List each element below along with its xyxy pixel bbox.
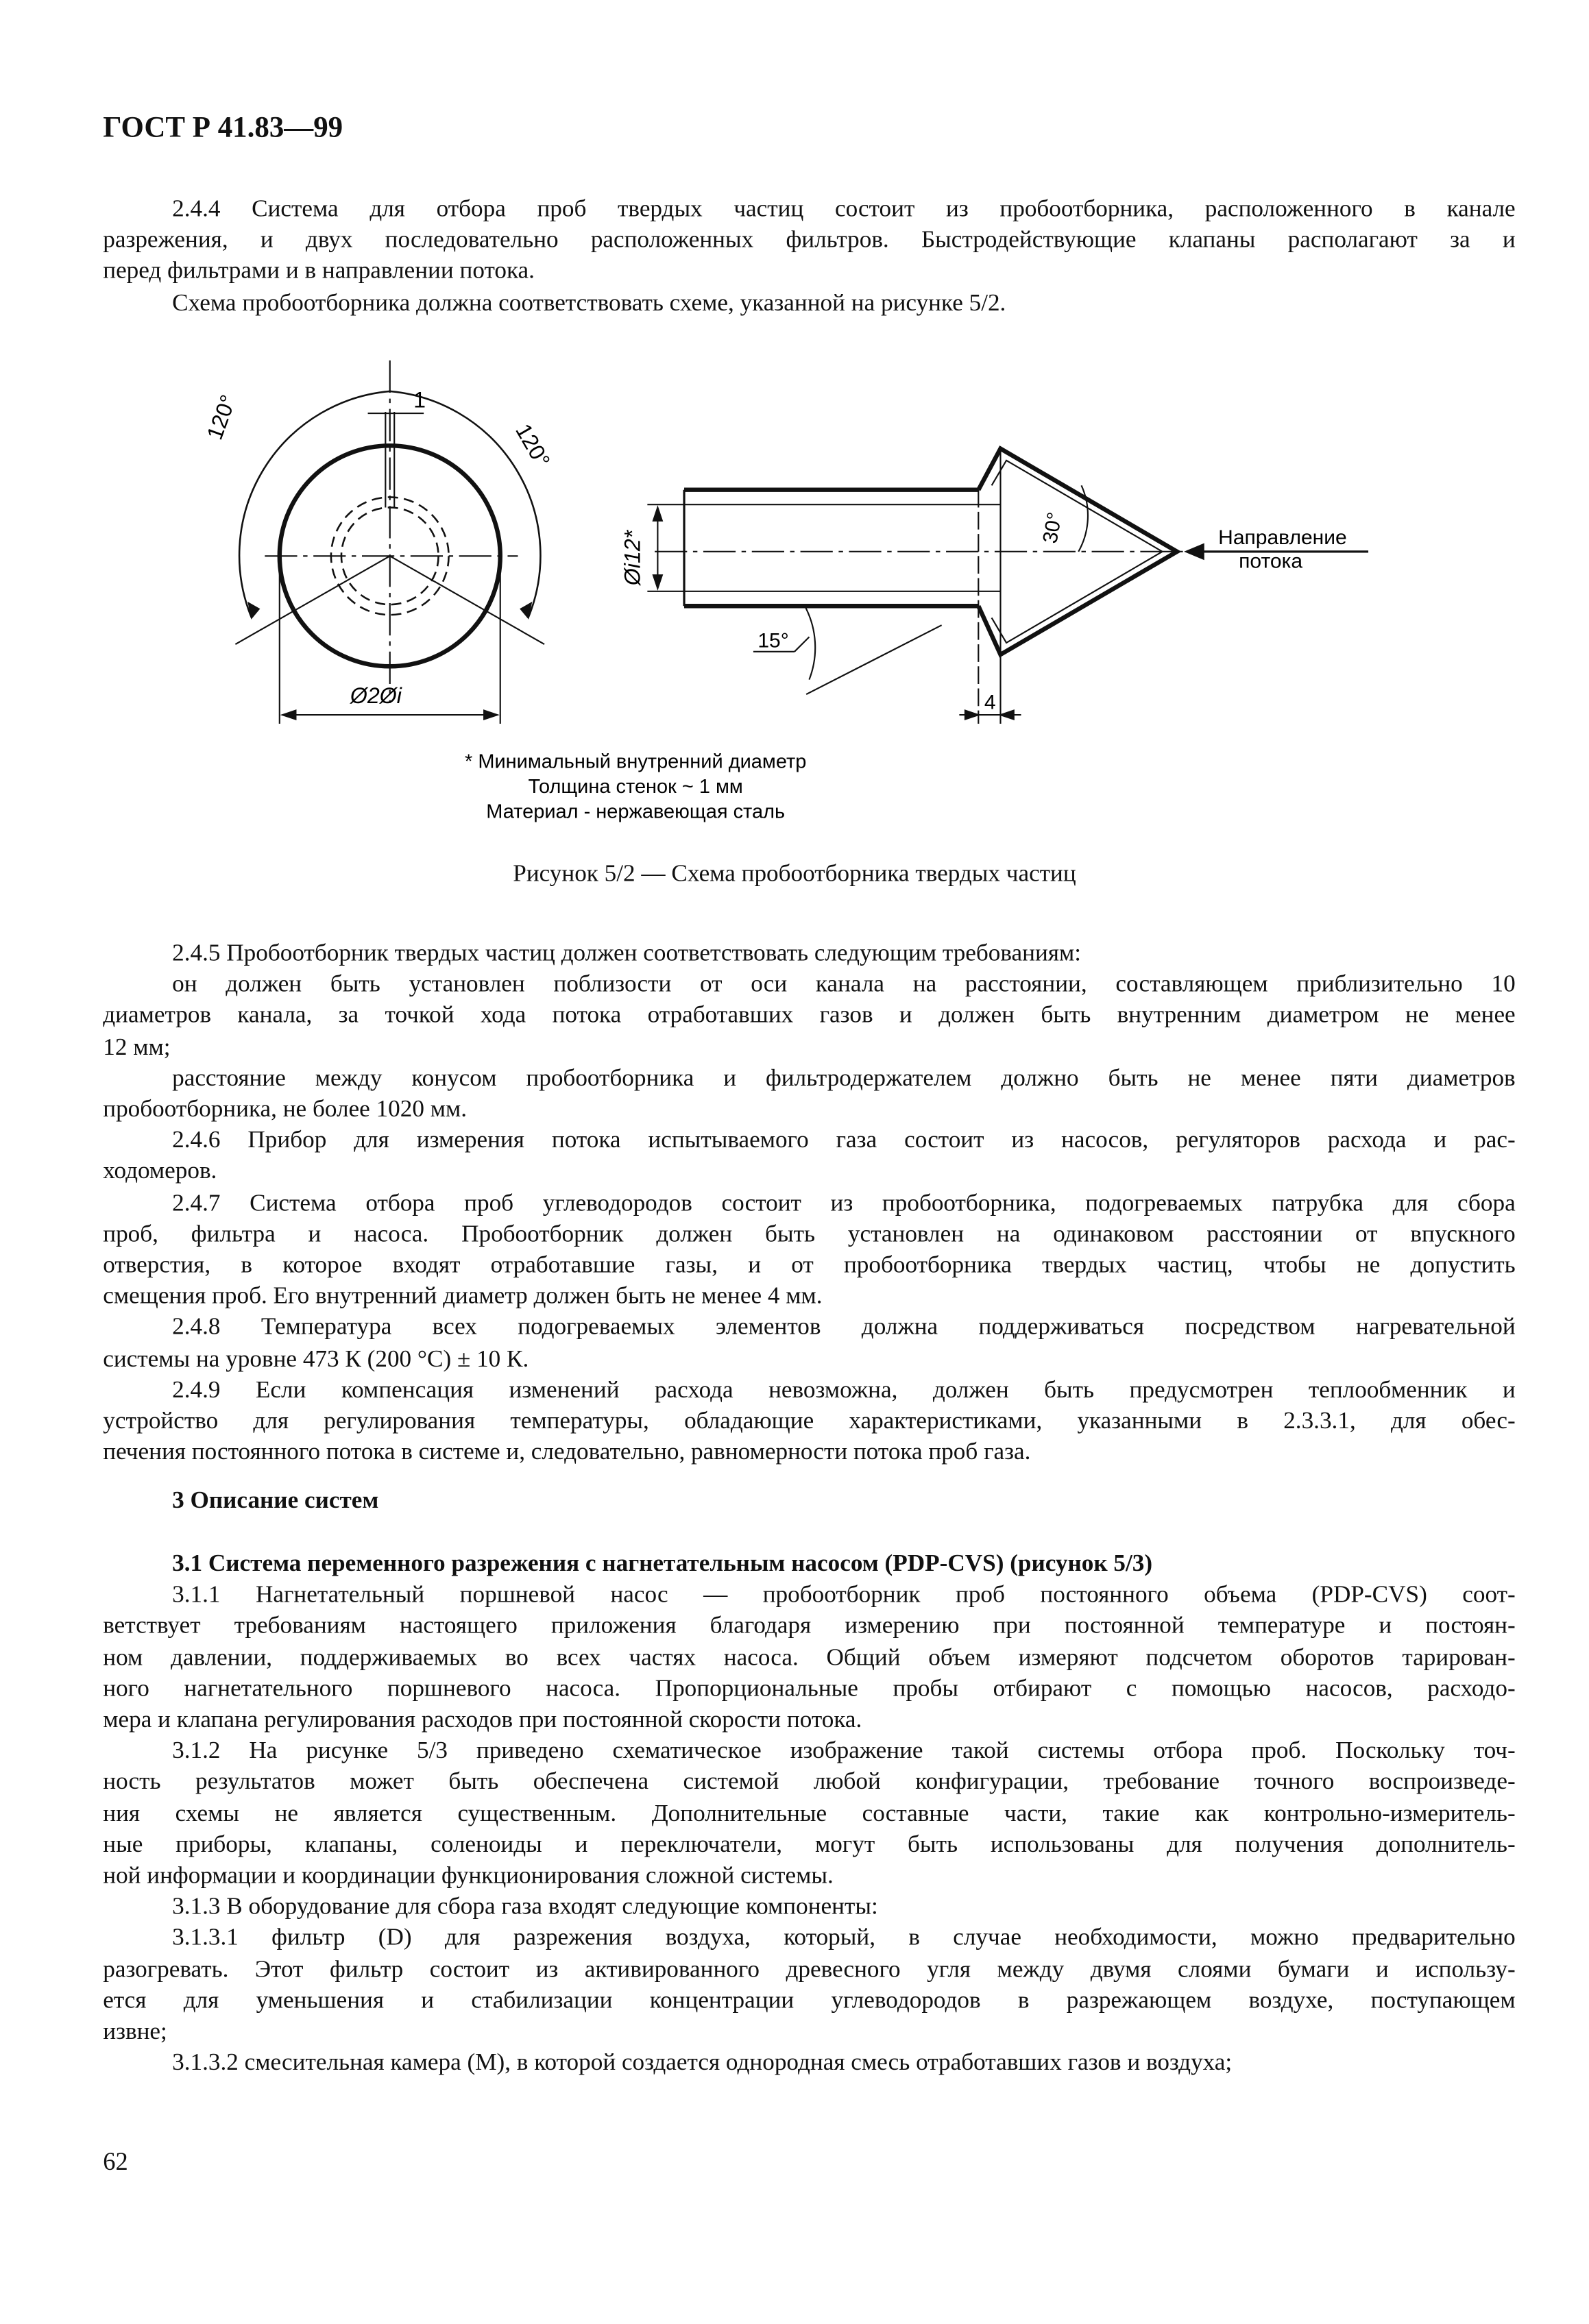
text-line: 2.4.7 Система отбора проб углеводородов состоит из пробоотборника, подогреваемых патрубка для сбора [172,1188,1516,1216]
text-line: системы на уровне 473 К (200 °С) ± 10 К. [103,1343,529,1372]
text-line: ходомеров. [103,1156,217,1185]
angle-120-left-label: 120° [202,391,241,443]
wall-thickness-label: 1 [413,387,426,413]
text-line: Схема пробоотборника должна соответствовать схеме, указанной на рисунке 5/2. [172,287,1006,316]
text-line: проб, фильтра и насоса. Пробоотборник должен быть установлен на одинаковом расстоянии от впускного [103,1219,1516,1247]
flow-direction-label-2: потока [1239,550,1303,573]
flow-direction-label-1: Направление [1218,526,1347,550]
figure-note-1: * Минимальный внутренний диаметр [465,750,807,773]
length-4-label: 4 [984,691,996,714]
text-line: устройство для регулирования температуры, обладающие характеристиками, указанными в 2.3.3.1, для обес- [103,1406,1516,1434]
text-line: ной информации и координации функционирования сложной системы. [103,1861,834,1889]
text-line: пробоотборника, не более 1020 мм. [103,1094,468,1123]
text-line: 3.1.3 В оборудование для сбора газа входят следующие компоненты: [172,1892,878,1920]
text-line: 2.4.8 Температура всех подогреваемых элементов должна поддерживаться посредством нагревательной [172,1312,1516,1341]
text-line: мера и клапана регулирования расходов при постоянной скорости потока. [103,1704,862,1733]
text-line: он должен быть установлен поблизости от оси канала на расстоянии, составляющем приблизительно 10 [172,969,1516,998]
text-line: ные приборы, клапаны, соленоиды и переключатели, могут быть использованы для получения дополнитель- [103,1829,1516,1858]
section-3-1 [103,1548,1515,2078]
text-line: 3.1.1 Нагнетательный поршневой насос — пробоотборник проб постоянного объема (PDP-CVS) соот- [172,1580,1516,1609]
text-line: ния схемы не является существенным. Дополнительные составные части, такие как контрольно-измеритель- [103,1798,1516,1826]
text-line: 3.1.3.1 фильтр (D) для разрежения воздуха, который, в случае необходимости, можно предварительно [172,1923,1516,1951]
outer-diameter-label: Ø2Øi [350,683,402,708]
document-header: ГОСТ Р 41.83—99 [103,112,343,145]
text-line: ного нагнетательного поршневого насоса. Пропорциональные пробы отбирают с помощью насосов, расходо- [103,1674,1516,1702]
figure-5-2 [0,0,1589,912]
text-line: 3 Описание систем [172,1485,379,1514]
text-line: расстояние между конусом пробоотборника и фильтродержателем должно быть не менее пяти диаметров [172,1063,1516,1092]
text-line: 3.1 Система переменного разрежения с нагнетательным насосом (PDP-CVS) (рисунок 5/3) [172,1549,1153,1577]
figure-note-3: Материал - нержавеющая сталь [486,800,786,823]
text-line: диаметров канала, за точкой хода потока отработавших газов и должен быть внутренним диаметром не менее [103,1001,1516,1029]
inner-diameter-label: Øi12* [620,530,645,586]
text-line: ветствует требованиям настоящего приложения благодаря измерению при постоянной температуре и постоян- [103,1611,1516,1639]
text-line: разрежения, и двух последовательно расположенных фильтров. Быстродействующие клапаны располагают за и [103,225,1516,254]
angle-15-label: 15° [757,629,789,652]
text-line: перед фильтрами и в направлении потока. [103,256,535,285]
text-line: ность результатов может быть обеспечена системой любой конфигурации, требование точного воспроизведе- [103,1767,1516,1796]
probe-side-view [647,449,1368,724]
figure-caption: Рисунок 5/2 — Схема пробоотборника твердых частиц [513,859,1076,888]
text-line: 2.4.9 Если компенсация изменений расхода невозможна, должен быть предусмотрен теплообменник и [172,1375,1516,1404]
text-line: разогревать. Этот фильтр состоит из активированного древесного угля между двумя слоями бумаги и использу- [103,1954,1516,1983]
probe-end-view [235,360,544,724]
page-number: 62 [103,2147,128,2176]
text-line: 2.4.5 Пробоотборник твердых частиц должен соответствовать следующим требованиям: [172,938,1082,967]
text-line: ном давлении, поддерживаемых во всех частях насоса. Общий объем измеряют подсчетом оборотов тарирован- [103,1642,1516,1671]
text-line: 2.4.4 Система для отбора проб твердых частиц состоит из пробоотборника, расположенного в канале [172,194,1516,223]
text-line: 2.4.6 Прибор для измерения потока испытываемого газа состоит из насосов, регуляторов расхода и рас- [172,1125,1516,1154]
text-line: печения постоянного потока в системе и, следовательно, равномерности потока проб газа. [103,1437,1031,1466]
angle-30-label: 30° [1039,510,1067,546]
angle-120-right-label: 120° [511,419,555,472]
section-3-heading [103,1484,1515,1516]
text-line: 3.1.3.2 смесительная камера (M), в которой создается однородная смесь отработавших газов и воздуха; [172,2048,1233,2076]
text-line: ется для уменьшения и стабилизации концентрации углеводородов в разрежающем воздухе, поступающем [103,1985,1516,2014]
text-line: извне; [103,2016,167,2045]
text-line: 12 мм; [103,1031,171,1060]
section-2-4-5-to-2-4-9 [103,937,1515,1467]
text-line: 3.1.2 На рисунке 5/3 приведено схематическое изображение такой системы отбора проб. Поскольку точ- [172,1736,1516,1764]
figure-note-2: Толщина стенок ~ 1 мм [528,775,743,798]
text-line: смещения проб. Его внутренний диаметр должен быть не менее 4 мм. [103,1281,823,1310]
text-line: отверстия, в которое входят отработавшие газы, и от пробоотборника твердых частиц, чтобы не допустить [103,1250,1516,1279]
